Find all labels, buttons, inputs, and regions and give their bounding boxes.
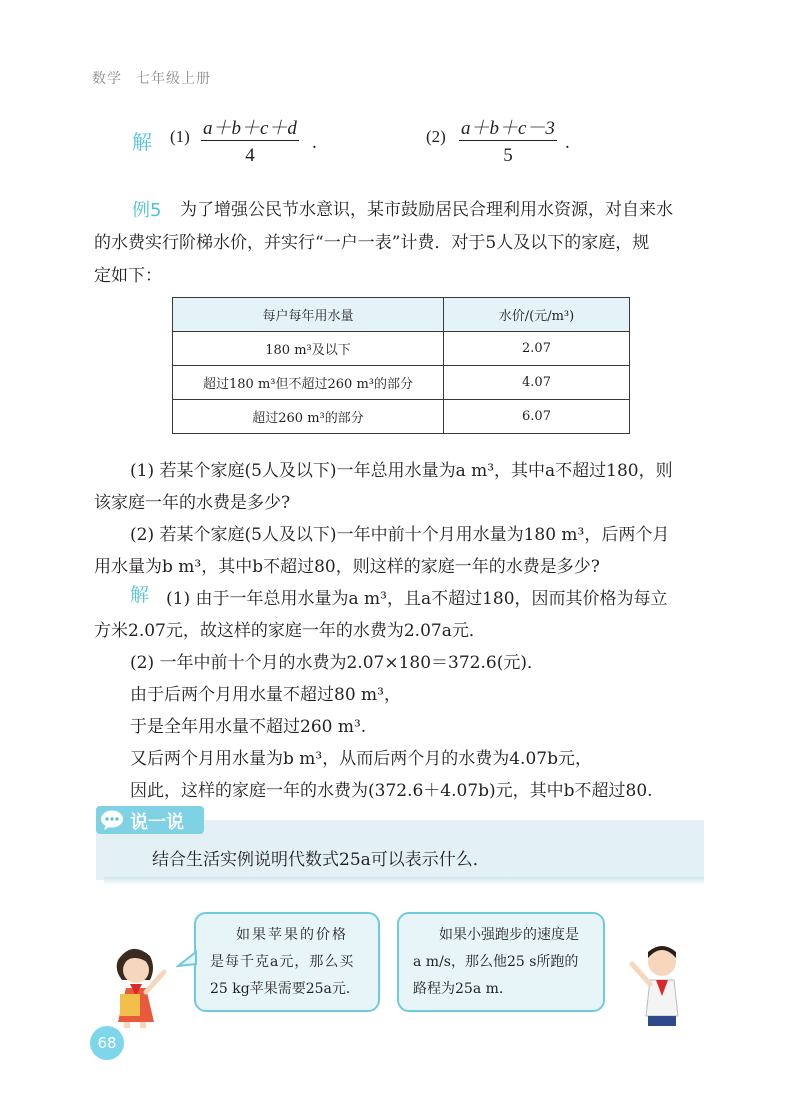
table-row	[173, 400, 630, 434]
table-cell: 6.07	[444, 400, 630, 434]
bubble-left-line-3: 25 kg苹果需要25a元．	[210, 981, 360, 997]
boy-illustration-icon	[618, 938, 698, 1028]
header-grade: 七年级上册	[136, 71, 211, 87]
water-price-table	[172, 297, 630, 434]
fraction-2-period: .	[565, 132, 570, 153]
bubble-right-line-1: 如果小强跑步的速度是	[439, 927, 579, 943]
table-cell: 超过260 m³的部分	[173, 400, 444, 434]
solution1-part2-number: (2)	[426, 127, 446, 146]
solution2-line-2: 方米2.07元，故这样的家庭一年的水费为2.07a元．	[94, 621, 486, 641]
girl-illustration-icon	[100, 938, 180, 1028]
table-row	[173, 332, 630, 366]
table-header-row	[173, 298, 630, 332]
solution2-line-4: 由于后两个月用水量不超过80 m³，	[130, 685, 401, 705]
question-1-line-2: 该家庭一年的水费是多少?	[94, 493, 291, 513]
running-header	[92, 68, 211, 88]
fraction-1	[201, 113, 299, 167]
solution-label: 解	[132, 130, 152, 154]
table-row	[173, 366, 630, 400]
solution2-line-6: 又后两个月用水量为b m³，从而后两个月的水费为4.07b元，	[130, 749, 592, 769]
bubble-left-line-1: 如果苹果的价格	[236, 927, 348, 943]
solution2-line-3: (2) 一年中前十个月的水费为2.07×180＝372.6(元)．	[130, 653, 544, 673]
bubble-left-line-2: 是每千克a元，那么买	[210, 954, 355, 970]
solution2-label: 解	[130, 584, 150, 606]
fraction-1-period: .	[312, 132, 317, 153]
speech-bubble-icon	[100, 809, 124, 831]
solution2-line-1: (1) 由于一年总用水量为a m³，且a不超过180，因而其价格为每立	[166, 589, 668, 609]
fraction-2	[459, 113, 557, 167]
talk-prompt: 结合生活实例说明代数式25a可以表示什么．	[152, 850, 490, 870]
bubble-right	[397, 912, 605, 1012]
talk-banner-shadow	[104, 877, 704, 885]
header-subject: 数学	[92, 71, 122, 87]
question-1-line-1: (1) 若某个家庭(5人及以下)一年总用水量为a m³，其中a不超过180，则	[130, 461, 673, 481]
bubble-right-line-3: 路程为25a m.	[413, 981, 504, 997]
example-line-2: 的水费实行阶梯水价，并实行“一户一表”计费．对于5人及以下的家庭，规	[94, 233, 650, 253]
table-cell: 4.07	[444, 366, 630, 400]
solution2-line-7: 因此，这样的家庭一年的水费为(372.6＋4.07b)元，其中b不超过80.	[130, 781, 653, 801]
example-label: 例5	[132, 200, 162, 221]
fraction-1-denominator: 4	[245, 145, 255, 166]
bubble-right-line-2: a m/s，那么他25 s所跑的	[413, 954, 579, 970]
example-line-1: 为了增强公民节水意识，某市鼓励居民合理利用水资源，对自来水	[180, 200, 673, 220]
table-header-price: 水价/(元/m³)	[444, 298, 630, 332]
question-2-line-2: 用水量为b m³，其中b不超过80，则这样的家庭一年的水费是多少?	[94, 557, 600, 577]
question-2-line-1: (2) 若某个家庭(5人及以下)一年中前十个月用水量为180 m³，后两个月	[130, 525, 670, 545]
table-cell: 180 m³及以下	[173, 332, 444, 366]
talk-title: 说一说	[130, 812, 184, 833]
bubble-left	[194, 912, 380, 1012]
solution1-part1-number: (1)	[170, 127, 190, 146]
table-cell: 超过180 m³但不超过260 m³的部分	[173, 366, 444, 400]
solution2-line-5: 于是全年用水量不超过260 m³.	[130, 717, 367, 737]
page-number: 68	[90, 1026, 124, 1060]
fraction-1-numerator: a＋b＋c＋d	[201, 113, 299, 141]
table-cell: 2.07	[444, 332, 630, 366]
fraction-2-numerator: a＋b＋c－3	[459, 113, 557, 141]
example-line-3: 定如下：	[94, 266, 162, 286]
table-header-usage: 每户每年用水量	[173, 298, 444, 332]
fraction-2-denominator: 5	[503, 145, 513, 166]
talk-tab	[96, 806, 204, 834]
